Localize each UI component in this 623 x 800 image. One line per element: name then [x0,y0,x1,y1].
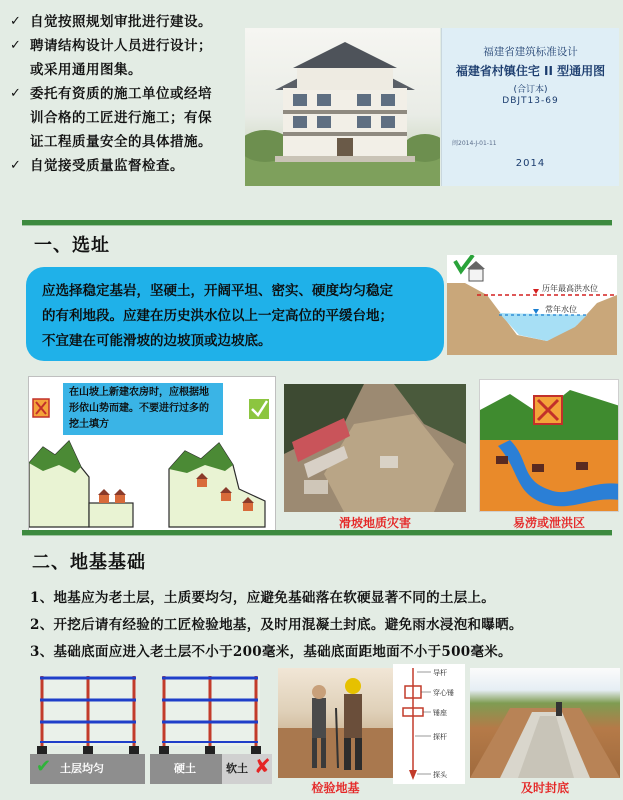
soft-soil-label: 软土 [226,762,248,775]
frame-mixed-soil-diagram [148,668,274,786]
village-house-photo [245,28,440,186]
hard-soil-label: 硬土 [174,762,196,775]
landslide-disaster-photo [284,384,466,512]
check-icon: ✔ [36,756,52,777]
flood-zone-illustration [479,379,619,512]
checkmark-icon: ✓ [10,86,22,101]
high-flood-label: 历年最高洪水位 [542,284,598,293]
intro-checklist [8,10,240,178]
cover-publisher: 福建省建筑标准设计 [483,46,578,58]
cover-subtitle: (合订本) [513,85,548,95]
probe-tool-diagram [393,664,465,784]
svg-text:锤座: 锤座 [433,709,447,717]
checkmark-icon: ✓ [10,158,22,173]
section-title-site: 一、选址 [34,235,110,256]
check-item: ✓ 委托有资质的施工单位或经培 [8,82,240,106]
section-divider [22,530,612,535]
cover-small-code: 闽2014-J-01-11 [452,140,497,147]
flood-zone-caption: 易涝或泄洪区 [512,516,585,530]
slope-advice-note: 在山坡上新建农房时，应根据地形依山势而建。不要进行过多的挖土填方 [63,383,223,435]
svg-text:探头: 探头 [433,771,447,779]
normal-water-label: 常年水位 [545,305,577,314]
svg-text:探杆: 探杆 [433,733,447,741]
checkmark-icon: ✓ [10,14,22,29]
sealing-caption: 及时封底 [520,781,569,795]
cover-code: DBJT13-69 [502,96,559,106]
svg-text:导杆: 导杆 [433,669,447,677]
svg-text:穿心锤: 穿心锤 [433,689,454,697]
slope-comparison-panel [28,376,276,532]
cover-title: 福建省村镇住宅 II 型通用图 [455,64,606,78]
section-divider [22,220,612,225]
inspection-caption: 检验地基 [311,781,360,795]
frame-uniform-soil-diagram [30,668,148,786]
list-item: 1、地基应为老土层，土质要均匀，应避免基础落在软硬显著不同的土层上。 [30,590,496,606]
cover-year: 2014 [515,158,546,169]
uniform-soil-label: 土层均匀 [60,762,104,775]
cross-icon: ✘ [254,754,271,778]
section-title-foundation: 二、地基基础 [32,552,146,573]
check-item-continued: 或采用通用图集。 [30,62,142,78]
checkmark-icon: ✓ [10,38,22,53]
site-guideline-bubble: 应选择稳定基岩，坚硬土，开阔平坦、密实、硬度均匀稳定 的有利地段。应建在历史洪水位以上一定高位的平缓台地； 不宜建在可能滑坡的边坡顶或边坡底。 [26,267,444,361]
check-item: ✓ 自觉接受质量监督检查。 [8,154,240,178]
check-item: ✓ 聘请结构设计人员进行设计； [8,34,240,58]
foundation-guidelines [30,585,620,666]
check-item-continued: 证工程质量安全的具体措施。 [30,134,212,150]
trench-sealing-photo [470,668,620,778]
check-item: ✓ 自觉按照规划审批进行建设。 [8,10,240,34]
standard-atlas-cover [441,28,619,186]
landslide-caption: 滑坡地质灾害 [338,516,411,530]
list-item: 3、基础底面应进入老土层不小于200毫米，基础底面距地面不小于500毫米。 [30,644,512,660]
check-item-continued: 训合格的工匠进行施工；有保 [30,110,212,126]
foundation-inspection-photo [278,668,393,778]
flood-level-diagram [447,255,617,355]
list-item: 2、开挖后请有经验的工匠检验地基，及时用混凝土封底。避免雨水浸泡和曝晒。 [30,617,523,633]
